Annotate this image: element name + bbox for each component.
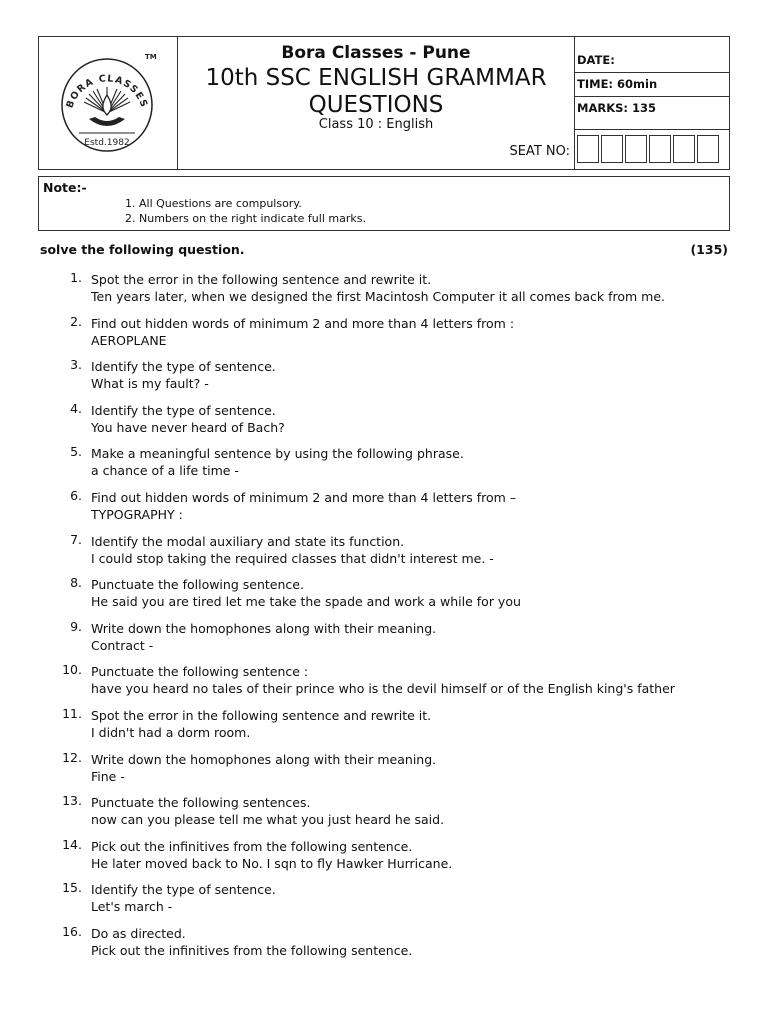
seat-digit-box[interactable] xyxy=(601,135,623,163)
question-instruction: Identify the type of sentence. xyxy=(91,359,276,374)
question-prompt: He later moved back to No. I sqn to fly Hawker Hurricane. xyxy=(91,856,453,871)
question-instruction: Punctuate the following sentence. xyxy=(91,577,304,592)
info-cell xyxy=(575,37,729,169)
question-prompt: TYPOGRAPHY : xyxy=(91,507,183,522)
question-number: 10. xyxy=(62,662,82,677)
question-instruction: Write down the homophones along with their meaning. xyxy=(91,621,437,636)
marks-label: MARKS: 135 xyxy=(577,101,657,115)
flame-icon xyxy=(103,95,111,115)
question-number: 2. xyxy=(70,314,82,329)
question-prompt: He said you are tired let me take the spade and work a while for you xyxy=(91,594,521,609)
lamp-icon xyxy=(89,117,125,126)
section-marks: (135) xyxy=(690,242,728,257)
logo-cell xyxy=(39,37,178,169)
title-line-2: QUESTIONS xyxy=(308,92,444,118)
question-instruction: Do as directed. xyxy=(91,926,186,941)
question-prompt: Fine - xyxy=(91,769,125,784)
divider xyxy=(575,129,729,130)
question-number: 13. xyxy=(62,793,82,808)
question-prompt: Ten years later, when we designed the first Macintosh Computer it all comes back from me. xyxy=(91,289,666,304)
question-number: 5. xyxy=(70,444,82,459)
page-title xyxy=(178,65,574,119)
question-instruction: Find out hidden words of minimum 2 and more than 4 letters from – xyxy=(91,490,517,505)
question-prompt: I didn't had a dorm room. xyxy=(91,725,251,740)
question-number: 6. xyxy=(70,488,82,503)
question-prompt: have you heard no tales of their prince who is the devil himself or of the English king's father xyxy=(91,681,675,696)
org-name: Bora Classes - Pune xyxy=(281,43,471,63)
divider xyxy=(575,72,729,73)
header-table xyxy=(38,36,730,170)
question-number: 11. xyxy=(62,706,82,721)
seat-digit-box[interactable] xyxy=(625,135,647,163)
question-instruction: Spot the error in the following sentence and rewrite it. xyxy=(91,708,432,723)
question-prompt: Let's march - xyxy=(91,899,173,914)
bora-classes-logo xyxy=(39,37,177,169)
question-number: 14. xyxy=(62,837,82,852)
question-instruction: Find out hidden words of minimum 2 and more than 4 letters from : xyxy=(91,316,515,331)
question-number: 4. xyxy=(70,401,82,416)
question-instruction: Pick out the infinitives from the following sentence. xyxy=(91,839,413,854)
question-prompt: I could stop taking the required classes that didn't interest me. - xyxy=(91,551,494,566)
seat-digit-box[interactable] xyxy=(577,135,599,163)
date-label: DATE: xyxy=(577,53,615,67)
seat-digit-box[interactable] xyxy=(649,135,671,163)
section-instruction: solve the following question. xyxy=(40,242,245,257)
question-number: 15. xyxy=(62,880,82,895)
logo-text: BORA CLASSES xyxy=(64,73,150,110)
question-instruction: Spot the error in the following sentence and rewrite it. xyxy=(91,272,432,287)
question-instruction: Identify the type of sentence. xyxy=(91,403,276,418)
question-number: 9. xyxy=(70,619,82,634)
note-item: 1. All Questions are compulsory. xyxy=(125,197,302,210)
seat-digit-box[interactable] xyxy=(673,135,695,163)
question-prompt: AEROPLANE xyxy=(91,333,167,348)
time-label: TIME: 60min xyxy=(577,77,658,91)
question-number: 3. xyxy=(70,357,82,372)
question-instruction: Punctuate the following sentences. xyxy=(91,795,311,810)
question-number: 16. xyxy=(62,924,82,939)
question-instruction: Identify the type of sentence. xyxy=(91,882,276,897)
seat-number-boxes xyxy=(577,135,721,167)
logo-trademark: TM xyxy=(145,53,157,61)
question-prompt: What is my fault? - xyxy=(91,376,209,391)
subtitle: Class 10 : English xyxy=(318,117,434,132)
question-number: 8. xyxy=(70,575,82,590)
title-cell xyxy=(178,37,575,169)
seat-digit-box[interactable] xyxy=(697,135,719,163)
question-number: 12. xyxy=(62,750,82,765)
title-line-1: 10th SSC ENGLISH GRAMMAR xyxy=(205,65,547,91)
question-instruction: Identify the modal auxiliary and state its function. xyxy=(91,534,405,549)
question-number: 7. xyxy=(70,532,82,547)
question-prompt: a chance of a life time - xyxy=(91,463,239,478)
question-prompt: Contract - xyxy=(91,638,154,653)
logo-estd: Estd.1982 xyxy=(84,138,130,148)
note-box xyxy=(38,176,730,231)
question-prompt: You have never heard of Bach? xyxy=(91,420,285,435)
note-item: 2. Numbers on the right indicate full marks. xyxy=(125,212,366,225)
question-number: 1. xyxy=(70,270,82,285)
note-title: Note:- xyxy=(43,180,87,195)
question-instruction: Make a meaningful sentence by using the following phrase. xyxy=(91,446,464,461)
question-instruction: Punctuate the following sentence : xyxy=(91,664,309,679)
seat-no-label: SEAT NO: xyxy=(509,144,570,159)
question-prompt: Pick out the infinitives from the following sentence. xyxy=(91,943,413,958)
question-prompt: now can you please tell me what you just heard he said. xyxy=(91,812,445,827)
question-instruction: Write down the homophones along with their meaning. xyxy=(91,752,437,767)
divider xyxy=(575,96,729,97)
